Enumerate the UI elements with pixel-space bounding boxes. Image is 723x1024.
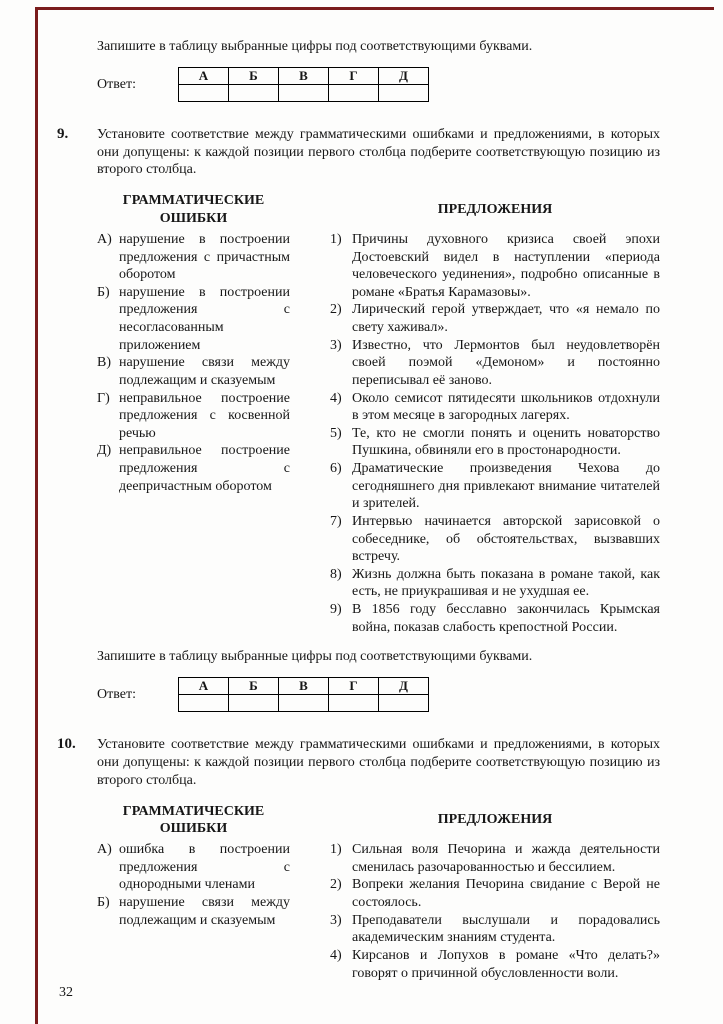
sentence-item [330, 460, 660, 513]
item-text: Сильная воля Печорина и жажда деятельности сменилась разочарованностью и бессилием. [352, 842, 660, 875]
item-label: 2) [330, 302, 342, 318]
answer-cell [278, 695, 328, 712]
matching-columns [97, 799, 660, 982]
answer-col-header: А [178, 67, 228, 84]
sentence-item [330, 566, 660, 601]
item-text: Известно, что Лермонтов был неудовлетворён своей поэмой «Демоном» и постоянно переписывал её заново. [352, 337, 660, 388]
item-label: 7) [330, 513, 342, 529]
answer-cell [178, 695, 228, 712]
question-9 [57, 126, 660, 712]
item-text: нарушение в построении предложения с причастным оборотом [119, 231, 290, 283]
sentence-item [330, 337, 660, 390]
item-text: Вопреки желания Печорина свидание с Верой не состоялось. [352, 877, 660, 910]
sentence-item [330, 947, 660, 982]
answer-col-header: Д [378, 677, 428, 694]
answer-cell [328, 695, 378, 712]
write-instruction: Запишите в таблицу выбранные цифры под соответствующими буквами. [97, 649, 533, 665]
item-text: нарушение связи между подлежащим и сказуемым [119, 895, 290, 928]
answer-cell [228, 695, 278, 712]
sentence-item [330, 425, 660, 460]
sentences-column [330, 189, 660, 636]
item-text: Кирсанов и Лопухов в романе «Что делать?» говорят о причинной обусловленности воли. [352, 947, 660, 981]
item-label: 3) [330, 337, 342, 353]
item-label: А) [97, 231, 112, 247]
answer-cell [178, 85, 228, 102]
answer-cell [328, 85, 378, 102]
answer-table-header-row [178, 677, 428, 694]
sentence-item [330, 390, 660, 425]
item-label: 9) [330, 602, 342, 617]
page-number: 32 [59, 985, 73, 1001]
answer-col-header: Г [328, 677, 378, 694]
item-label: 1) [330, 842, 342, 858]
answer-table [178, 677, 429, 712]
answer-col-header: А [178, 677, 228, 694]
question-number: 10. [57, 736, 76, 753]
item-text: Жизнь должна быть показана в романе такой, как есть, не приукрашивая и не ухудшая ее. [352, 566, 660, 600]
item-label: 6) [330, 461, 342, 476]
answer-col-header: В [278, 677, 328, 694]
item-text: неправильное построение предложения с косвенной речью [119, 390, 290, 441]
write-instruction: Запишите в таблицу выбранные цифры под соответствующими буквами. [97, 39, 533, 54]
question-prompt: Установите соответствие между грамматическими ошибками и предложениями, в которых они допущены: к каждой позиции первого столбца подберите соответствующую позицию из второго столбца. [97, 127, 660, 178]
item-text: Причины духовного кризиса своей эпохи Достоевский видел в наступлении «периода человеческого уединения», подробно описанные в романе «Братья Карамазовы». [352, 231, 660, 300]
question-prompt: Установите соответствие между грамматическими ошибками и предложениями, в которых они допущены: к каждой позиции первого столбца подберите соответствующую позицию из второго столбца. [97, 737, 660, 788]
answer-col-header: В [278, 67, 328, 84]
item-label: А) [97, 842, 112, 858]
sentences-column [330, 799, 660, 982]
item-text: Интервью начинается авторской зарисовкой о собеседнике, об обстоятельствах, вызвавших встречу. [352, 513, 660, 565]
sentence-item [330, 601, 660, 636]
item-label: Д) [97, 443, 112, 459]
answer-label: Ответ: [97, 76, 136, 92]
errors-column-title: ГРАММАТИЧЕСКИЕ ОШИБКИ [122, 803, 265, 837]
error-item [97, 442, 290, 495]
item-label: Б) [97, 895, 110, 910]
page-frame-top-rule [35, 7, 714, 10]
item-text: Драматические произведения Чехова до сегодняшнего дня привлекают внимание читателей и зрителей. [352, 461, 660, 512]
errors-column-title: ГРАММАТИЧЕСКИЕ ОШИБКИ [122, 193, 265, 226]
error-item [97, 354, 290, 389]
sentence-item [330, 301, 660, 336]
item-text: ошибка в построении предложения с однородными членами [119, 842, 290, 893]
sentence-item [330, 912, 660, 947]
answer-label: Ответ: [97, 686, 136, 702]
item-label: 3) [330, 912, 342, 928]
item-text: Те, кто не смогли понять и оценить новаторство Пушкина, обвиняли его в простонародности. [352, 425, 660, 459]
errors-column [97, 189, 290, 636]
answer-col-header: Б [228, 677, 278, 694]
item-label: 8) [330, 566, 342, 582]
answer-table-blank-row [178, 85, 428, 102]
answer-row [97, 67, 660, 102]
item-text: Лирический герой утверждает, что «я немало по свету хаживал». [352, 302, 660, 335]
item-label: В) [97, 355, 111, 371]
sentences-column-title: ПРЕДЛОЖЕНИЯ [437, 202, 553, 218]
answer-col-header: Б [228, 67, 278, 84]
question-number: 9. [57, 126, 69, 142]
sentence-item [330, 513, 660, 566]
sentence-item [330, 876, 660, 911]
answer-table [178, 67, 429, 102]
answer-table-blank-row [178, 695, 428, 712]
item-label: 2) [330, 877, 342, 893]
item-label: 4) [330, 390, 342, 406]
page-frame-left-rule [35, 7, 38, 1024]
item-text: нарушение связи между подлежащим и сказуемым [119, 355, 290, 388]
item-label: 1) [330, 231, 342, 247]
answer-table-header-row [178, 67, 428, 84]
error-item [97, 841, 290, 894]
item-label: 4) [330, 947, 342, 963]
sentences-column-title: ПРЕДЛОЖЕНИЯ [437, 812, 553, 828]
item-text: неправильное построение предложения с деепричастным оборотом [119, 443, 290, 494]
answer-cell [278, 85, 328, 102]
error-item [97, 894, 290, 929]
answer-col-header: Г [328, 67, 378, 84]
answer-cell [378, 85, 428, 102]
matching-columns [97, 189, 660, 636]
answer-row [97, 677, 660, 712]
item-label: 5) [330, 425, 342, 441]
item-text: Около семисот пятидесяти школьников отдохнули в этом месяце в загородных лагерях. [352, 390, 660, 424]
item-label: Б) [97, 284, 110, 300]
item-label: Г) [97, 390, 110, 406]
answer-cell [228, 85, 278, 102]
answer-col-header: Д [378, 67, 428, 84]
question-10 [57, 736, 660, 982]
item-text: Преподаватели выслушали и порадовались академическим знаниям студента. [352, 912, 660, 946]
error-item [97, 231, 290, 284]
item-text: нарушение в построении предложения с несогласованным приложением [119, 284, 290, 353]
sentence-item [330, 841, 660, 876]
error-item [97, 390, 290, 443]
errors-column [97, 799, 290, 982]
item-text: В 1856 году бесславно закончилась Крымская война, показав слабость крепостной России. [352, 602, 660, 635]
sentence-item [330, 231, 660, 302]
answer-cell [378, 695, 428, 712]
error-item [97, 284, 290, 355]
